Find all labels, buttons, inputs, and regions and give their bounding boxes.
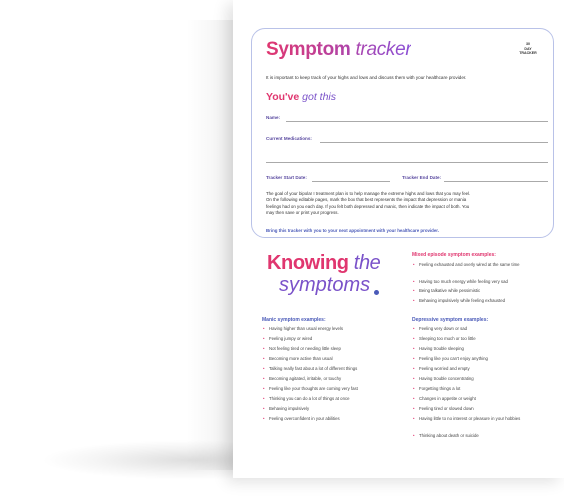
list-item: • Forgetting things a lot <box>419 386 539 391</box>
list-item: • Feeling like you can't enjoy anything <box>419 356 539 361</box>
list-item: • Having trouble sleeping <box>419 346 539 351</box>
list-item: • Thinking about death or suicide <box>419 433 539 438</box>
got-this-heading <box>266 91 336 103</box>
list-item: • Feeling very down or sad <box>419 326 539 331</box>
title-bold: Symptom <box>266 39 351 60</box>
start-date-label: Tracker Start Date: <box>266 175 307 180</box>
list-item: • Thinking you can do a lot of things at once <box>269 396 389 401</box>
end-date-field[interactable] <box>444 181 548 182</box>
badge-number: 30 <box>526 42 530 46</box>
bring-tracker-note: Bring this tracker with you to your next appointment with your healthcare provider. <box>266 228 439 233</box>
tracker-card <box>251 28 554 238</box>
heading-dot <box>374 290 379 295</box>
name-field[interactable] <box>286 121 548 122</box>
tracker-intro: It is important to keep track of your highs and lows and discuss them with your healthcare provider. <box>266 75 467 80</box>
mixed-title: Mixed episode symptom examples: <box>412 252 496 258</box>
goal-line: may then save or print your progress. <box>266 210 339 216</box>
list-item: • Having little to no interest or pleasure in your hobbies <box>419 416 539 421</box>
document-page <box>233 0 564 478</box>
meds-label: Current Medications: <box>266 136 312 141</box>
tracker-title <box>266 39 411 61</box>
list-item: • Behaving impulsively <box>269 406 389 411</box>
meds-field[interactable] <box>320 142 548 143</box>
list-item: • Feeling like your thoughts are coming very fast <box>269 386 389 391</box>
list-item: • Feeling exhausted and overly wired at the same time <box>419 262 539 267</box>
manic-title: Manic symptom examples: <box>262 317 326 323</box>
got-bold: You've <box>266 91 300 103</box>
name-label: Name: <box>266 115 281 120</box>
goal-line: The goal of your bipolar I treatment plan is to help manage the extreme highs and lows that you may feel. <box>266 191 471 196</box>
list-item: • Not feeling tired or needing little sleep <box>269 346 389 351</box>
start-date-field[interactable] <box>312 181 390 182</box>
badge-day: DAY <box>524 46 532 51</box>
goal-paragraph <box>266 191 548 217</box>
list-item: • Becoming agitated, irritable, or touchy <box>269 376 389 381</box>
list-item: • Feeling worried and empty <box>419 366 539 371</box>
title-italic: tracker <box>355 39 412 60</box>
list-item: • Changes in appetite or weight <box>419 396 539 401</box>
tracker-badge <box>513 42 543 56</box>
end-date-label: Tracker End Date: <box>402 175 442 180</box>
goal-line: feelings had on you each day. If you felt both depressed and manic, then indicate the impact of both. You <box>266 203 470 209</box>
list-item: • Talking really fast about a lot of different things <box>269 366 389 371</box>
knowing-heading <box>267 252 380 275</box>
list-item: • Being talkative while pessimistic <box>419 288 539 293</box>
got-italic: got this <box>302 91 337 103</box>
list-item: • Having trouble concentrating <box>419 376 539 381</box>
list-item: • Feeling tired or slowed down <box>419 406 539 411</box>
list-item: • Becoming more active than usual <box>269 356 389 361</box>
depressive-title: Depressive symptom examples: <box>412 317 489 323</box>
list-item: • Sleeping too much or too little <box>419 336 539 341</box>
goal-line: On the following editable pages, mark the box that best represents the impact that depression or mania <box>266 197 467 203</box>
meds-field-line-2[interactable] <box>266 162 548 163</box>
knowing-italic: the <box>353 252 381 274</box>
list-item: • Having higher than usual energy levels <box>269 326 389 331</box>
badge-tracker: TRACKER <box>519 51 537 56</box>
list-item: • Feeling jumpy or wired <box>269 336 389 341</box>
list-item: • Feeling overconfident in your abilities <box>269 416 389 421</box>
list-item: • Behaving impulsively while feeling exhausted <box>419 298 539 303</box>
symptoms-heading: symptoms <box>279 274 371 296</box>
knowing-bold: Knowing <box>267 252 349 274</box>
list-item: • Having too much energy while feeling very sad <box>419 279 539 284</box>
